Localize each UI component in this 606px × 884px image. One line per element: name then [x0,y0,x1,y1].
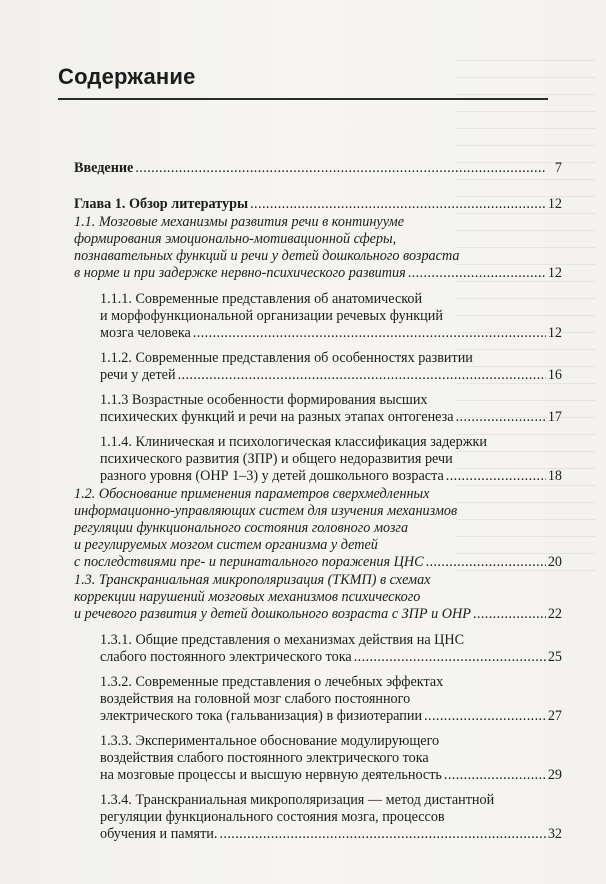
toc-entry-title: электрического тока (гальванизация) в физиотерапии [100,708,423,724]
leader-dots [178,367,546,384]
toc-page-number: 12 [547,196,562,212]
toc-entry-subsection-1-1-4 [74,434,562,485]
leader-dots [424,708,546,725]
toc-entry-section-1-2 [74,486,562,571]
toc-entry-line: 1.1.1. Современные представления об анатомической [100,291,423,307]
leader-dots [219,826,545,843]
toc-entry-chapter-1 [74,196,562,213]
leader-dots [135,160,546,177]
toc-entry-line: 1.3.1. Общие представления о механизмах действия на ЦНС [100,632,465,648]
toc-entry-section-1-3 [74,572,562,623]
toc-page-number: 12 [547,325,562,341]
toc-entry-title: с последствиями пре- и перинатального поражения ЦНС [74,554,424,570]
toc-entry-subsection-1-1-2 [74,350,562,384]
title-rule [58,98,548,100]
toc-entry-title: мозга человека [100,325,191,341]
leader-dots [456,409,546,426]
toc-entry-title: разного уровня (ОНР 1–3) у детей дошкольного возраста [100,468,444,484]
toc-entry-subsection-1-3-4 [74,792,562,843]
table-of-contents [74,160,562,843]
leader-dots [250,196,546,213]
toc-entry-title: на мозговые процессы и высшую нервную деятельность [100,767,442,783]
toc-entry-line: 1.1.4. Клиническая и психологическая классификация задержки [100,434,487,450]
toc-entry-line: 1.3.3. Экспериментальное обоснование модулирующего [100,733,440,749]
toc-page-number: 25 [547,649,562,665]
toc-entry-line: коррекции нарушений мозговых механизмов психического [74,589,421,605]
leader-dots [408,265,546,282]
toc-entry-line: воздействия на головной мозг слабого постоянного [100,691,411,707]
leader-dots [473,606,546,623]
toc-entry-title: и речевого развития у детей дошкольного возраста с ЗПР и ОНР [74,606,471,622]
toc-entry-line: 1.1. Мозговые механизмы развития речи в континууме [74,214,404,230]
toc-entry-line: 1.3.4. Транскраниальная микрополяризация — метод дистантной [100,792,495,808]
toc-page-number: 20 [547,554,562,570]
toc-entry-introduction [74,160,562,177]
toc-page-number: 29 [547,767,562,783]
toc-entry-line: и морфофункциональной организации речевых функций [100,308,443,324]
page-title: Содержание [58,64,196,89]
toc-entry-title: в норме и при задержке нервно-психического развития [74,265,406,281]
toc-entry-line: регуляции функционального состояния мозга, процессов [100,809,445,825]
toc-entry-subsection-1-3-2 [74,674,562,725]
toc-entry-line: 1.1.3 Возрастные особенности формирования высших [100,392,428,408]
toc-page-number: 16 [547,367,562,383]
toc-entry-subsection-1-3-3 [74,733,562,784]
toc-entry-line: информационно-управляющих систем для изучения механизмов [74,503,458,519]
toc-entry-line: воздействия слабого постоянного электрического тока [100,750,429,766]
toc-entry-line: регуляции функционального состояния головного мозга [74,520,409,536]
toc-entry-line: психического развития (ЗПР) и общего недоразвития речи [100,451,453,467]
toc-entry-line: 1.2. Обоснование применения параметров сверхмедленных [74,486,430,502]
toc-page-number: 12 [547,265,562,281]
toc-entry-line: и регулируемых мозгом систем организма у детей [74,537,378,553]
toc-entry-section-1-1 [74,214,562,282]
toc-entry-line: формирования эмоционально-мотивационной сферы, [74,231,397,247]
toc-entry-subsection-1-1-3 [74,392,562,426]
toc-entry-line: 1.3.2. Современные представления о лечебных эффектах [100,674,444,690]
toc-page-number: 17 [547,409,562,425]
toc-entry-title: психических функций и речи на разных этапах онтогенеза [100,409,454,425]
toc-entry-subsection-1-1-1 [74,291,562,342]
toc-entry-title: речи у детей [100,367,176,383]
toc-entry-title: обучения и памяти. [100,826,218,842]
toc-entry-line: познавательных функций и речи у детей дошкольного возраста [74,248,460,264]
leader-dots [446,468,546,485]
toc-page-number: 32 [547,826,562,842]
toc-page-number: 18 [547,468,562,484]
leader-dots [426,554,546,571]
toc-entry-line: 1.3. Транскраниальная микрополяризация (ТКМП) в схемах [74,572,431,588]
leader-dots [444,767,546,784]
toc-entry-title: Введение [74,160,134,176]
toc-page-number: 7 [554,160,562,176]
toc-entry-line: 1.1.2. Современные представления об особенностях развитии [100,350,473,366]
leader-dots [354,649,546,666]
leader-dots [193,325,546,342]
toc-entry-title: слабого постоянного электрического тока [100,649,352,665]
toc-entry-subsection-1-3-1 [74,632,562,666]
toc-page-number: 27 [547,708,562,724]
toc-entry-title: Глава 1. Обзор литературы [74,196,249,212]
toc-page-number: 22 [547,606,562,622]
